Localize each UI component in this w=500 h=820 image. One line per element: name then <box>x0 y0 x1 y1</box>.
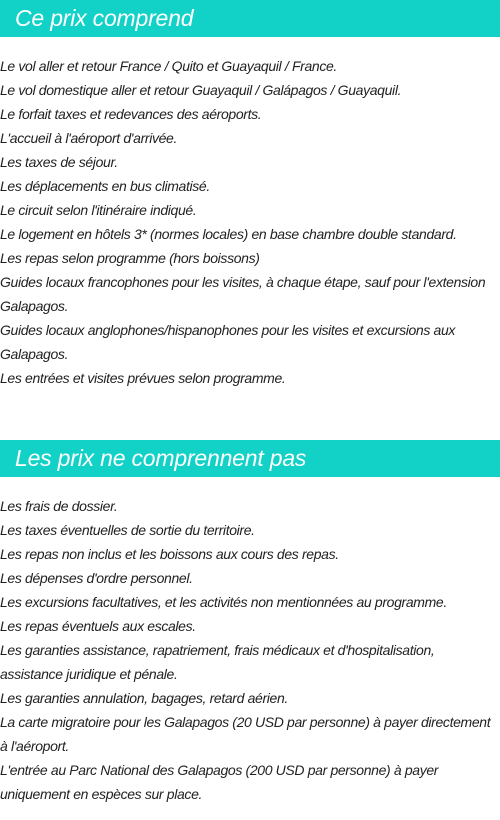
included-title: Ce prix comprend <box>15 5 194 31</box>
list-item: Les taxes éventuelles de sortie du territoire. <box>0 522 255 538</box>
list-item: Les frais de dossier. <box>0 498 118 514</box>
list-item: La carte migratoire pour les Galapagos (20 USD par personne) à payer directement à l'aéroport. <box>0 714 491 754</box>
list-item: L'accueil à l'aéroport d'arrivée. <box>0 130 178 146</box>
list-item: Les entrées et visites prévues selon programme. <box>0 370 286 386</box>
not-included-list <box>0 477 500 806</box>
included-list <box>0 37 500 390</box>
not-included-title: Les prix ne comprennent pas <box>15 445 307 471</box>
list-item: Les repas selon programme (hors boissons) <box>0 250 260 266</box>
list-item: Les taxes de séjour. <box>0 154 118 170</box>
list-item: Le vol domestique aller et retour Guayaquil / Galápagos / Guayaquil. <box>0 82 402 98</box>
list-item: Les excursions facultatives, et les activités non mentionnées au programme. <box>0 594 447 610</box>
not-included-section <box>0 440 500 806</box>
list-item: Les garanties annulation, bagages, retard aérien. <box>0 690 288 706</box>
list-item: Guides locaux anglophones/hispanophones pour les visites et excursions aux Galapagos. <box>0 322 456 362</box>
list-item: Guides locaux francophones pour les visites, à chaque étape, sauf pour l'extension Galapagos. <box>0 274 486 314</box>
included-section <box>0 0 500 390</box>
list-item: Le logement en hôtels 3* (normes locales) en base chambre double standard. <box>0 226 457 242</box>
list-item: Les repas non inclus et les boissons aux cours des repas. <box>0 546 339 562</box>
list-item: Les garanties assistance, rapatriement, frais médicaux et d'hospitalisation, assistance juridique et pénale. <box>0 642 435 682</box>
not-included-header <box>0 440 500 477</box>
list-item: L'entrée au Parc National des Galapagos (200 USD par personne) à payer uniquement en espèces sur place. <box>0 762 439 802</box>
list-item: Le vol aller et retour France / Quito et Guayaquil / France. <box>0 58 337 74</box>
list-item: Les déplacements en bus climatisé. <box>0 178 210 194</box>
list-item: Le circuit selon l'itinéraire indiqué. <box>0 202 197 218</box>
list-item: Les repas éventuels aux escales. <box>0 618 196 634</box>
list-item: Le forfait taxes et redevances des aéroports. <box>0 106 262 122</box>
list-item: Les dépenses d'ordre personnel. <box>0 570 193 586</box>
included-header <box>0 0 500 37</box>
